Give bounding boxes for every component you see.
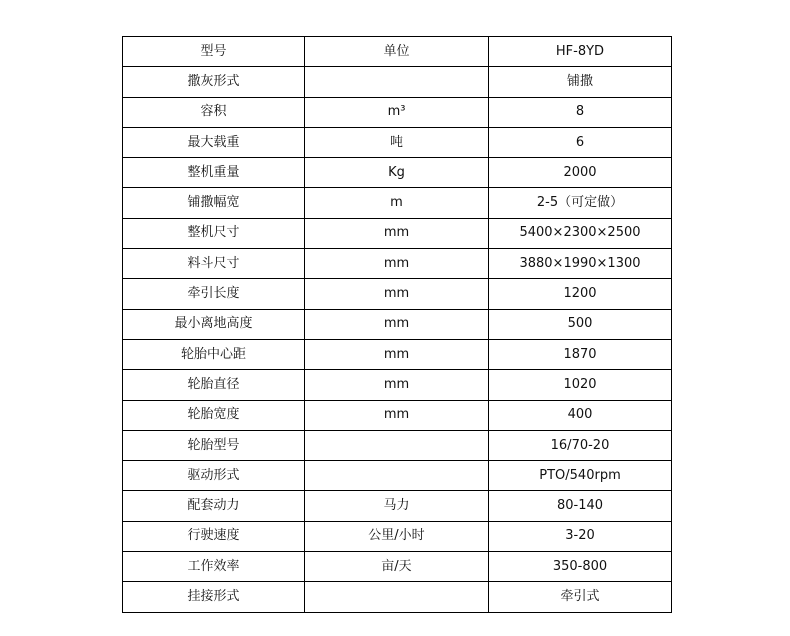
spec-table xyxy=(122,36,672,613)
spec-label-cell: 撒灰形式 xyxy=(123,67,305,97)
spec-label-cell: 整机重量 xyxy=(123,158,305,188)
spec-label-cell: 挂接形式 xyxy=(123,582,305,612)
spec-unit-cell: mm xyxy=(305,309,489,339)
spec-unit-cell: mm xyxy=(305,218,489,248)
spec-value-cell: 3-20 xyxy=(489,521,672,551)
spec-unit-cell: 公里/小时 xyxy=(305,521,489,551)
table-row xyxy=(123,430,672,460)
spec-label-cell: 最大载重 xyxy=(123,127,305,157)
spec-unit-cell: mm xyxy=(305,339,489,369)
spec-unit-cell: Kg xyxy=(305,158,489,188)
table-row xyxy=(123,521,672,551)
spec-unit-cell: mm xyxy=(305,249,489,279)
spec-value-cell: 3880×1990×1300 xyxy=(489,249,672,279)
table-row xyxy=(123,37,672,67)
spec-unit-cell xyxy=(305,582,489,612)
spec-unit-cell xyxy=(305,67,489,97)
spec-value-cell: 16/70-20 xyxy=(489,430,672,460)
spec-unit-cell: mm xyxy=(305,400,489,430)
spec-unit-cell: mm xyxy=(305,370,489,400)
table-row xyxy=(123,552,672,582)
spec-label-cell: 型号 xyxy=(123,37,305,67)
spec-value-cell: PTO/540rpm xyxy=(489,461,672,491)
spec-value-cell: 1870 xyxy=(489,339,672,369)
spec-value-cell: 6 xyxy=(489,127,672,157)
table-row xyxy=(123,370,672,400)
spec-label-cell: 料斗尺寸 xyxy=(123,249,305,279)
spec-table-body xyxy=(123,37,672,613)
table-row xyxy=(123,97,672,127)
spec-value-cell: 铺撒 xyxy=(489,67,672,97)
spec-unit-cell xyxy=(305,461,489,491)
spec-unit-cell: 亩/天 xyxy=(305,552,489,582)
table-row xyxy=(123,188,672,218)
table-row xyxy=(123,309,672,339)
spec-label-cell: 容积 xyxy=(123,97,305,127)
table-row xyxy=(123,582,672,612)
table-row xyxy=(123,279,672,309)
spec-label-cell: 轮胎宽度 xyxy=(123,400,305,430)
spec-label-cell: 铺撒幅宽 xyxy=(123,188,305,218)
spec-value-cell: 2000 xyxy=(489,158,672,188)
spec-value-cell: 2-5（可定做） xyxy=(489,188,672,218)
spec-value-cell: 1200 xyxy=(489,279,672,309)
spec-label-cell: 工作效率 xyxy=(123,552,305,582)
spec-unit-cell: m xyxy=(305,188,489,218)
spec-unit-cell: mm xyxy=(305,279,489,309)
spec-unit-cell: 马力 xyxy=(305,491,489,521)
table-row xyxy=(123,218,672,248)
spec-label-cell: 驱动形式 xyxy=(123,461,305,491)
spec-label-cell: 最小离地高度 xyxy=(123,309,305,339)
spec-unit-cell: m³ xyxy=(305,97,489,127)
table-row xyxy=(123,400,672,430)
spec-unit-cell xyxy=(305,430,489,460)
table-row xyxy=(123,67,672,97)
table-row xyxy=(123,249,672,279)
table-row xyxy=(123,461,672,491)
spec-value-cell: 8 xyxy=(489,97,672,127)
spec-value-cell: 400 xyxy=(489,400,672,430)
spec-value-cell: 500 xyxy=(489,309,672,339)
spec-unit-cell: 单位 xyxy=(305,37,489,67)
spec-value-cell: 1020 xyxy=(489,370,672,400)
spec-label-cell: 轮胎型号 xyxy=(123,430,305,460)
table-row xyxy=(123,491,672,521)
spec-label-cell: 配套动力 xyxy=(123,491,305,521)
spec-value-cell: HF-8YD xyxy=(489,37,672,67)
table-row xyxy=(123,158,672,188)
table-row xyxy=(123,127,672,157)
spec-value-cell: 牵引式 xyxy=(489,582,672,612)
spec-label-cell: 轮胎直径 xyxy=(123,370,305,400)
spec-value-cell: 5400×2300×2500 xyxy=(489,218,672,248)
table-row xyxy=(123,339,672,369)
spec-unit-cell: 吨 xyxy=(305,127,489,157)
spec-label-cell: 整机尺寸 xyxy=(123,218,305,248)
spec-value-cell: 350-800 xyxy=(489,552,672,582)
spec-label-cell: 轮胎中心距 xyxy=(123,339,305,369)
spec-label-cell: 牵引长度 xyxy=(123,279,305,309)
spec-label-cell: 行驶速度 xyxy=(123,521,305,551)
spec-value-cell: 80-140 xyxy=(489,491,672,521)
